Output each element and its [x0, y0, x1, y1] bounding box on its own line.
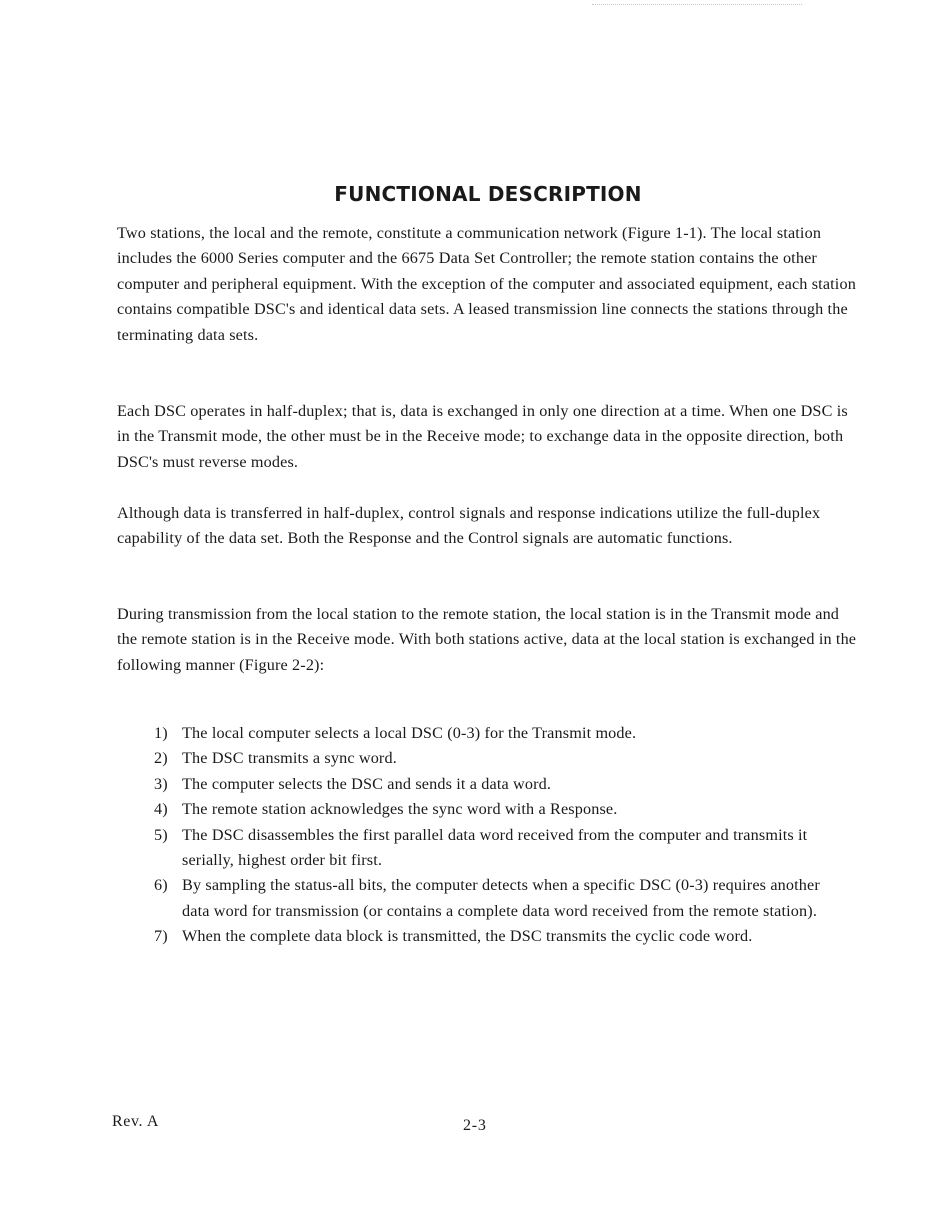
- transmission-steps-list: [154, 721, 844, 950]
- paragraph-transmission-sequence: During transmission from the local station to the remote station, the local station is in the Transmit mode and the remote station is in the Receive mode. With both stations active, data at the local station is exchanged in the following manner (Figure 2-2):: [117, 605, 857, 674]
- step-number: 4): [154, 800, 168, 819]
- paragraph-control-signals: Although data is transferred in half-duplex, control signals and response indications utilize the full-duplex capability of the data set. Both the Response and the Control signals are automatic functions.: [117, 504, 821, 548]
- page-title: FUNCTIONAL DESCRIPTION: [334, 182, 642, 207]
- list-item: [154, 772, 844, 797]
- step-text: The DSC transmits a sync word.: [182, 749, 397, 768]
- paragraph-network-overview: Two stations, the local and the remote, constitute a communication network (Figure 1-1). The local station includes the 6000 Series computer and the 6675 Data Set Controller; the remote station contains the other computer and peripheral equipment. With the exception of the computer and associated equipment, each station contains compatible DSC's and identical data sets. A leased transmission line connects the stations through the terminating data sets.: [117, 224, 856, 344]
- step-text: When the complete data block is transmitted, the DSC transmits the cyclic code word.: [182, 927, 753, 946]
- revision-label: Rev. A: [112, 1113, 160, 1130]
- list-item: [154, 746, 844, 771]
- list-item: [154, 797, 844, 822]
- step-number: 3): [154, 774, 168, 793]
- list-item: [154, 873, 844, 924]
- step-number: 5): [154, 825, 168, 844]
- step-number: 6): [154, 876, 168, 895]
- step-text: The DSC disassembles the first parallel data word received from the computer and transmits it serially, highest order bit first.: [182, 825, 808, 870]
- step-number: 1): [154, 724, 168, 742]
- list-item: [154, 823, 844, 874]
- step-number: 7): [154, 927, 168, 946]
- step-number: 2): [154, 749, 168, 768]
- list-item: [154, 721, 844, 746]
- scan-artifact: [592, 4, 802, 7]
- step-text: The local computer selects a local DSC (0-3) for the Transmit mode.: [182, 724, 637, 742]
- page-number: 2-3: [463, 1117, 487, 1134]
- paragraph-half-duplex: Each DSC operates in half-duplex; that is, data is exchanged in only one direction at a time. When one DSC is in the Transmit mode, the other must be in the Receive mode; to exchange data in the opposite direction, both DSC's must reverse modes.: [117, 402, 848, 471]
- step-text: The computer selects the DSC and sends it a data word.: [182, 774, 552, 793]
- step-text: The remote station acknowledges the sync word with a Response.: [182, 800, 618, 819]
- list-item: [154, 924, 844, 949]
- step-text: By sampling the status-all bits, the computer detects when a specific DSC (0-3) requires another data word for transmission (or contains a complete data word received from the remote station).: [182, 876, 820, 920]
